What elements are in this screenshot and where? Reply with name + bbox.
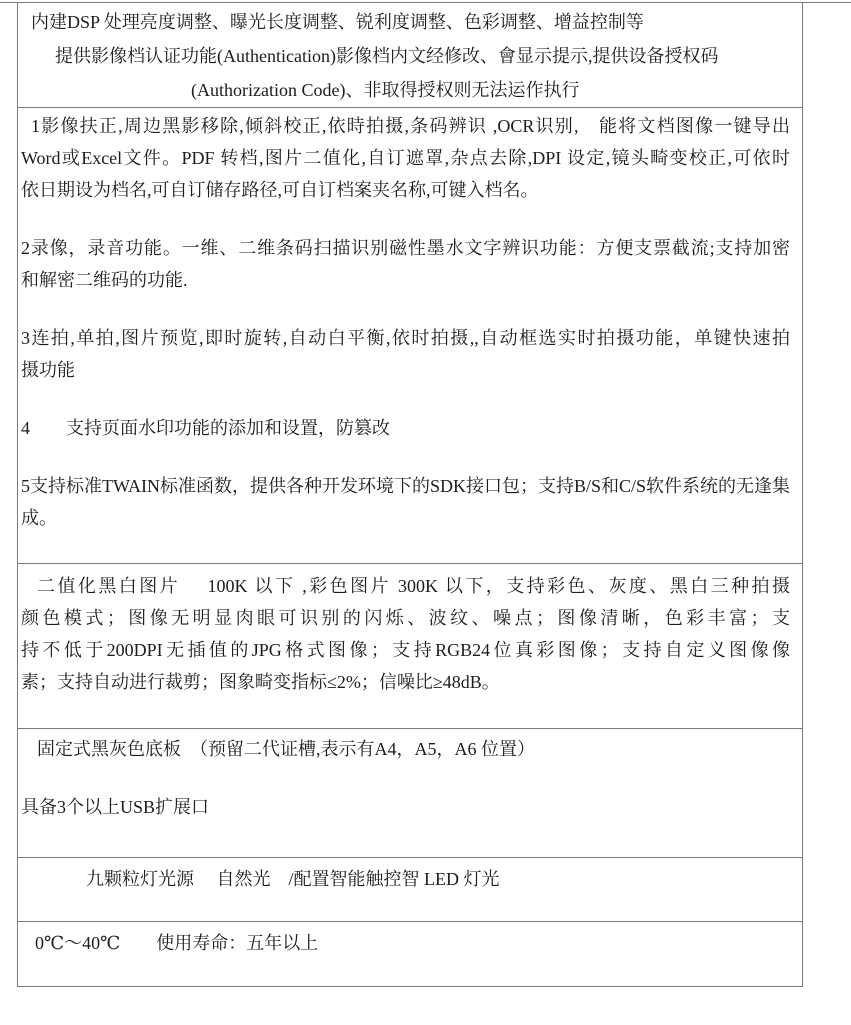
feature-3-line1: 3连拍,单拍,图片预览,即时旋转,自动白平衡,依时拍摄,,自动框选实时拍摄功能，单键快速拍 (21, 328, 790, 348)
row3-line4: 素；支持自动进行裁剪；图象畸变指标≤2%；信噪比≥48dB。 (21, 672, 500, 692)
row5-line1: 九颗粒灯光源 自然光 /配置智能触控智 LED 灯光 (86, 869, 500, 889)
table-row-temperature-lifespan (18, 921, 802, 986)
row1-line2: 提供影像档认证功能(Authentication)影像档内文经修改、會显示提示,提供设备授权码 (55, 46, 719, 66)
feature-5-paragraph (21, 470, 790, 534)
feature-1-line2: Word或Excel文件。PDF 转档,图片二值化,自订遮罩,杂点去除,DPI 设定,镜头畸变校正,可依时 (21, 148, 790, 168)
table-row-image-quality (18, 563, 802, 728)
feature-1-paragraph (21, 110, 790, 206)
row6-line1: 0℃～40℃ 使用寿命：五年以上 (35, 933, 319, 953)
row1-line1: 内建DSP 处理亮度调整、曝光长度调整、锐利度调整、色彩调整、增益控制等 (31, 12, 644, 32)
row4-line1: 固定式黑灰色底板 （预留二代证槽,表示有A4，A5，A6 位置） (37, 739, 535, 759)
feature-5-line1: 5支持标准TWAIN标准函数，提供各种开发环境下的SDK接口包；支持B/S和C/S软件系统的无逢集 (21, 476, 791, 496)
spec-table (17, 3, 803, 987)
feature-4-line1: 4 支持页面水印功能的添加和设置，防篡改 (21, 418, 390, 438)
row4-line2: 具备3个以上USB扩展口 (21, 797, 210, 817)
table-row-dsp-authentication (18, 3, 802, 107)
feature-1-line3: 依日期设为档名,可自订储存路径,可自订档案夹名称,可键入档名。 (21, 180, 539, 200)
row3-line1: 二值化黑白图片 100K 以下 ,彩色图片 300K 以下，支持彩色、灰度、黑白三种拍摄 (37, 576, 790, 596)
row3-line2: 颜色模式；图像无明显肉眼可识别的闪烁、波纹、噪点；图像清晰，色彩丰富；支 (21, 608, 790, 628)
feature-5-line2: 成。 (21, 508, 57, 528)
feature-1-line1: 1影像扶正,周边黑影移除,倾斜校正,依時拍摄,条码辨识 ,OCR识别, 能将文档图像一键导出 (31, 116, 790, 136)
feature-2-paragraph (21, 232, 790, 296)
table-row-software-features (18, 107, 802, 563)
feature-2-line1: 2录像，录音功能。一维、二维条码扫描识别磁性墨水文字辨识功能：方便支票截流;支持加密 (21, 238, 790, 258)
feature-3-line2: 摄功能 (21, 360, 75, 380)
row1-line3: (Authorization Code)、非取得授权则无法运作执行 (191, 80, 580, 100)
table-row-light-source (18, 857, 802, 921)
feature-2-line2: 和解密二维码的功能. (21, 270, 188, 290)
row3-line3: 持不低于200DPI无插值的JPG格式图像；支持RGB24位真彩图像；支持自定义图像像 (21, 640, 790, 660)
feature-4-paragraph (21, 412, 790, 444)
feature-3-paragraph (21, 322, 790, 386)
table-row-baseboard-usb (18, 728, 802, 857)
